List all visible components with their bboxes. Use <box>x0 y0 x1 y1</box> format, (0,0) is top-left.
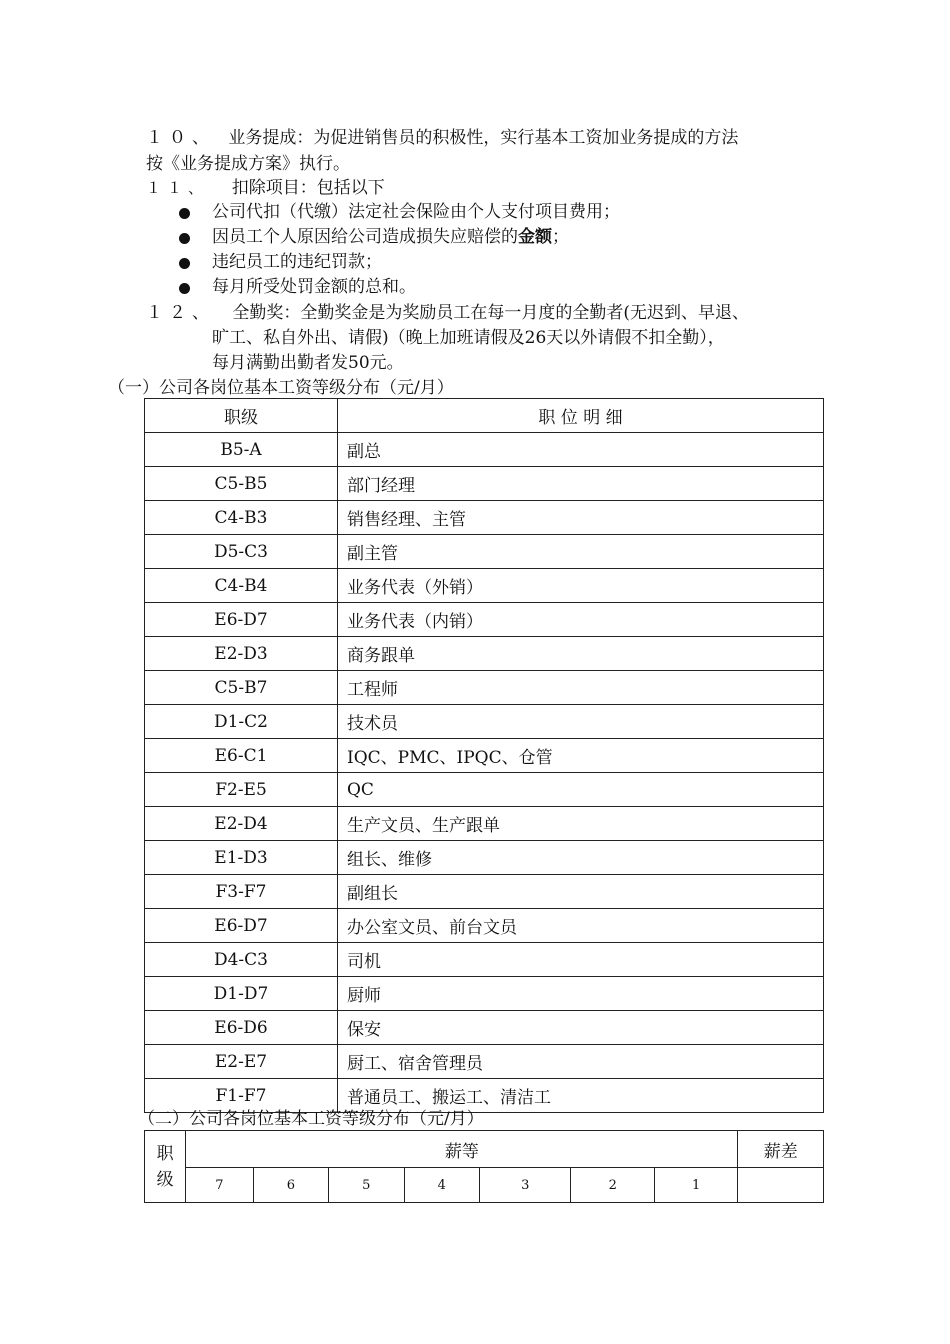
table1-row <box>145 875 824 909</box>
item10-text: 业务提成：为促进销售员的积极性，实行基本工资加业务提成的方法 <box>228 128 739 148</box>
table1-cell-desc: 副总 <box>338 433 824 467</box>
table1-cell-code: E6-D6 <box>145 1011 338 1045</box>
table1-cell-desc: 普通员工、搬运工、清洁工 <box>338 1079 824 1113</box>
item11-bullet-2-text: 因员工个人原因给公司造成损失应赔偿的 <box>212 227 518 247</box>
item12-number: １２、 <box>146 303 215 323</box>
table2 <box>144 1130 824 1203</box>
table1-row <box>145 1045 824 1079</box>
table1-cell-desc: 工程师 <box>338 671 824 705</box>
item12-line3: 每月满勤出勤者发50元。 <box>212 353 404 373</box>
table1-cell-code: B5-A <box>145 433 338 467</box>
table1-row <box>145 841 824 875</box>
table1-cell-code: E2-E7 <box>145 1045 338 1079</box>
table2-grade-cell: 2 <box>571 1168 654 1203</box>
item10-continuation: 按《业务提成方案》执行。 <box>146 154 350 174</box>
table1-row <box>145 501 824 535</box>
table1-cell-desc: 销售经理、主管 <box>338 501 824 535</box>
table1-cell-code: C4-B3 <box>145 501 338 535</box>
table2-grade-cell: 3 <box>479 1168 571 1203</box>
table1-cell-code: E6-D7 <box>145 909 338 943</box>
table1-cell-desc: 部门经理 <box>338 467 824 501</box>
item10-number: １０、 <box>146 128 215 148</box>
table1-row <box>145 433 824 467</box>
table1-cell-code: F3-F7 <box>145 875 338 909</box>
table1-cell-desc: 业务代表（外销） <box>338 569 824 603</box>
table1-row <box>145 807 824 841</box>
table2-diff-cell <box>738 1168 824 1203</box>
table2-header-row <box>145 1131 824 1168</box>
table1-cell-desc: 技术员 <box>338 705 824 739</box>
bullet-icon <box>179 283 190 294</box>
table1-header-row <box>145 399 824 433</box>
item10-line <box>146 127 738 149</box>
table1-row <box>145 535 824 569</box>
table2-caption: （二）公司各岗位基本工资等级分布（元/月） <box>138 1109 484 1129</box>
table1-cell-code: E6-D7 <box>145 603 338 637</box>
item11-line <box>146 177 385 199</box>
table1-cell-code: C5-B7 <box>145 671 338 705</box>
table1-row <box>145 773 824 807</box>
table1-cell-desc: 副主管 <box>338 535 824 569</box>
table1-row <box>145 603 824 637</box>
table1-cell-code: D5-C3 <box>145 535 338 569</box>
table1-cell-code: E6-C1 <box>145 739 338 773</box>
table1-cell-code: C4-B4 <box>145 569 338 603</box>
table2-header-diff: 薪差 <box>738 1131 824 1168</box>
table2-grade-cell: 6 <box>253 1168 328 1203</box>
table2-header-level: 职 级 <box>145 1131 186 1203</box>
table1-row <box>145 467 824 501</box>
table1-row <box>145 705 824 739</box>
table1-row <box>145 1011 824 1045</box>
table1-cell-desc: 厨师 <box>338 977 824 1011</box>
table1-cell-desc: 司机 <box>338 943 824 977</box>
table1-cell-code: D4-C3 <box>145 943 338 977</box>
table2-grade-cell: 1 <box>654 1168 737 1203</box>
table1-row <box>145 943 824 977</box>
table1-row <box>145 739 824 773</box>
table1-cell-desc: 厨工、宿舍管理员 <box>338 1045 824 1079</box>
table1-caption: （一）公司各岗位基本工资等级分布（元/月） <box>108 378 454 398</box>
bullet-icon <box>179 208 190 219</box>
table1-cell-desc: 生产文员、生产跟单 <box>338 807 824 841</box>
table1-cell-code: D1-D7 <box>145 977 338 1011</box>
table1 <box>144 398 824 1113</box>
table1-cell-desc: 办公室文员、前台文员 <box>338 909 824 943</box>
table1-cell-desc: 商务跟单 <box>338 637 824 671</box>
table1-cell-desc: QC <box>338 773 824 807</box>
item11-number: １１、 <box>146 179 210 197</box>
table1-cell-desc: IQC、PMC、IPQC、仓管 <box>338 739 824 773</box>
table2-grade-cell: 7 <box>186 1168 253 1203</box>
item11-text: 扣除项目：包括以下 <box>231 178 385 198</box>
table2-grades-row <box>145 1168 824 1203</box>
table1-header-desc: 职 位 明 细 <box>338 399 824 433</box>
table2-grade-cell: 4 <box>404 1168 479 1203</box>
table1-cell-desc: 保安 <box>338 1011 824 1045</box>
table1-row <box>145 671 824 705</box>
table2-header-grade: 薪等 <box>186 1131 738 1168</box>
item11-bullet-2 <box>212 226 569 248</box>
table1-cell-desc: 副组长 <box>338 875 824 909</box>
table1-cell-code: E2-D3 <box>145 637 338 671</box>
table1-cell-code: F2-E5 <box>145 773 338 807</box>
table1-cell-code: E1-D3 <box>145 841 338 875</box>
table1-cell-code: E2-D4 <box>145 807 338 841</box>
item12-line2: 旷工、私自外出、请假)（晚上加班请假及26天以外请假不扣全勤）， <box>212 328 725 348</box>
table1-row <box>145 569 824 603</box>
table1-cell-desc: 业务代表（内销） <box>338 603 824 637</box>
item11-bullet-1: 公司代扣（代缴）法定社会保险由个人支付项目费用； <box>212 202 620 222</box>
table2-grade-cell: 5 <box>329 1168 404 1203</box>
item12-text: 全勤奖：全勤奖金是为奖励员工在每一月度的全勤者(无迟到、早退、 <box>232 303 750 323</box>
item11-bullet-2-tail: ； <box>552 227 569 247</box>
table1-row <box>145 977 824 1011</box>
table1-cell-code: D1-C2 <box>145 705 338 739</box>
item11-bullet-2-bold: 金额 <box>518 227 552 247</box>
bullet-icon <box>179 258 190 269</box>
item11-bullet-4: 每月所受处罚金额的总和。 <box>212 277 416 297</box>
table1-cell-code: F1-F7 <box>145 1079 338 1113</box>
table1-header-code: 职级 <box>145 399 338 433</box>
item11-bullet-3: 违纪员工的违纪罚款； <box>212 252 382 272</box>
item12-line <box>146 302 749 324</box>
table1-cell-desc: 组长、维修 <box>338 841 824 875</box>
table1-cell-code: C5-B5 <box>145 467 338 501</box>
table1-row <box>145 637 824 671</box>
table1-row <box>145 909 824 943</box>
bullet-icon <box>179 233 190 244</box>
